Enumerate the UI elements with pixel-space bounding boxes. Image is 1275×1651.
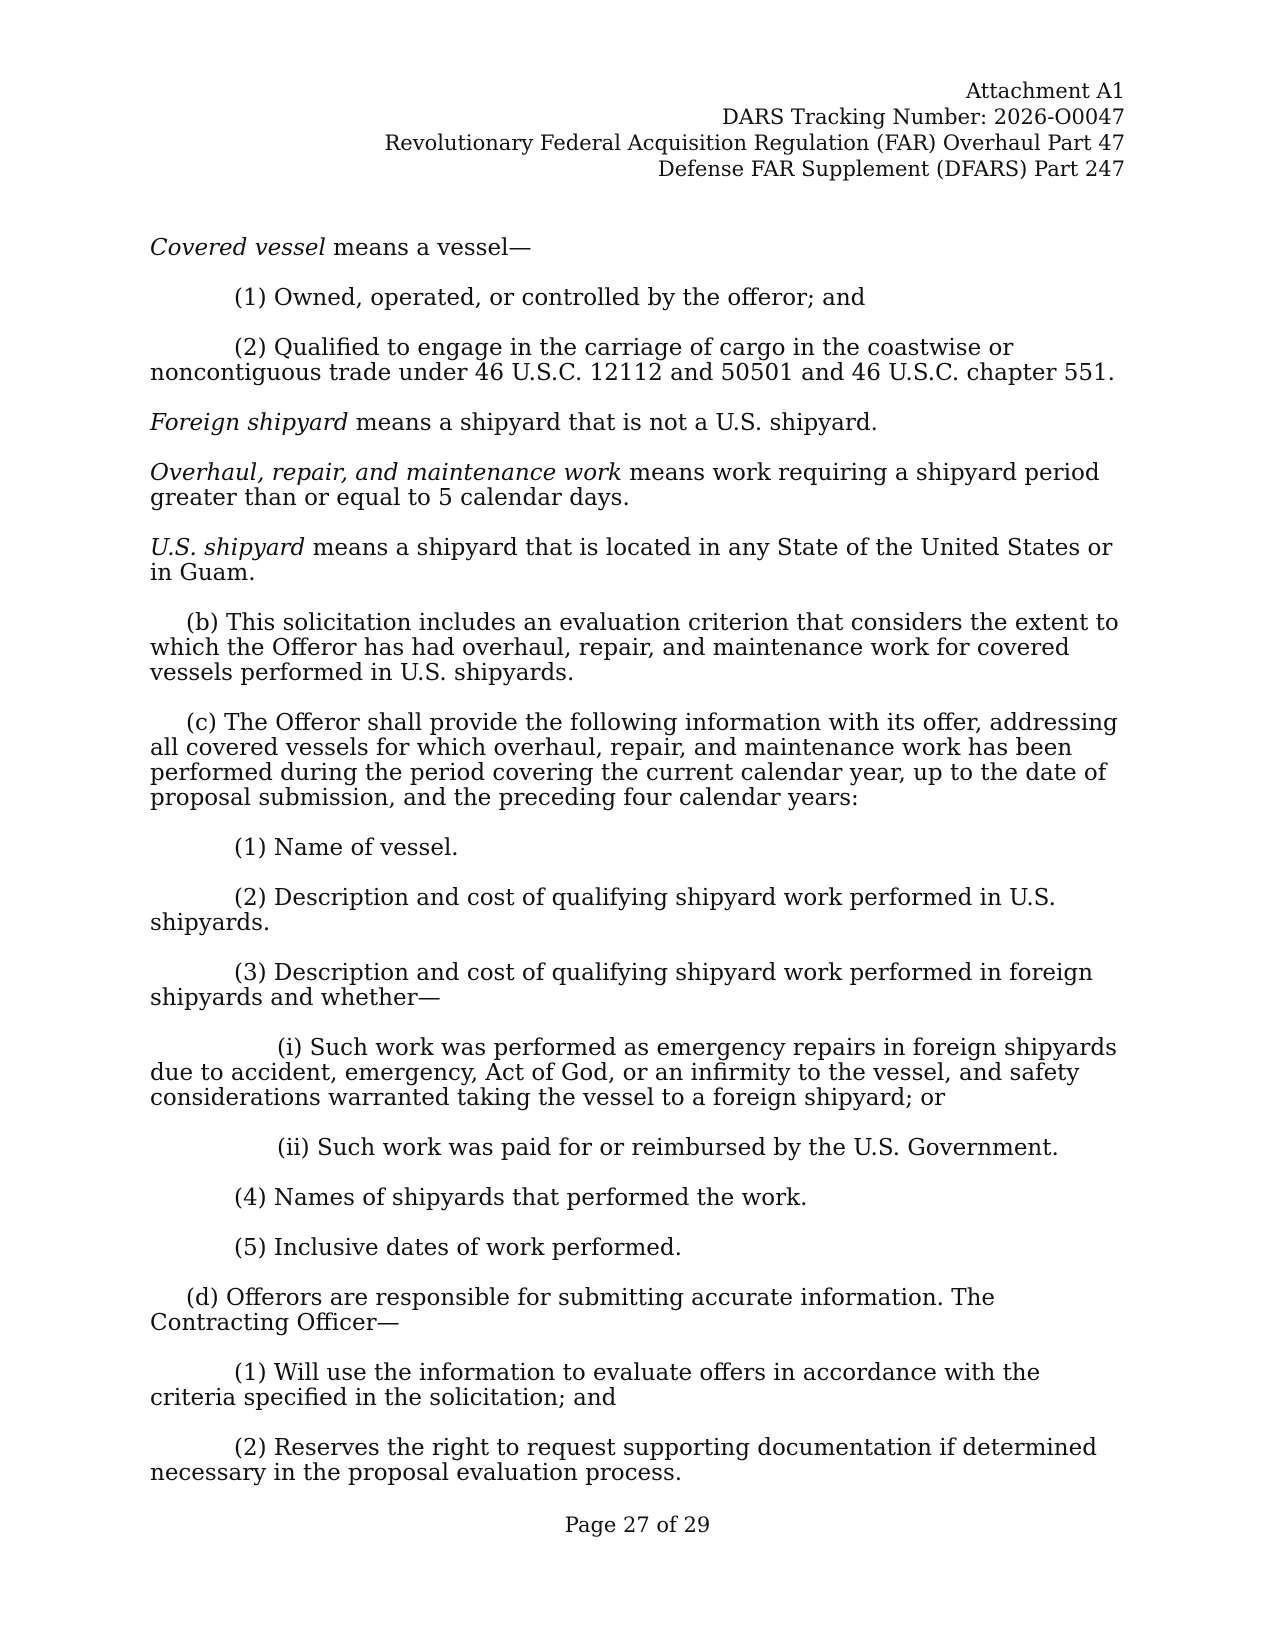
paragraph-c-item-4: (4) Names of shipyards that performed the work. (234, 1185, 808, 1211)
header-dfars-part: Defense FAR Supplement (DFARS) Part 247 (657, 157, 1125, 181)
paragraph-c-item-3-ii: (ii) Such work was paid for or reimbursed by the U.S. Government. (277, 1135, 1059, 1161)
paragraph-b: (b) This solicitation includes an evaluation criterion that considers the extent to which the Offeror has had overhaul, repair, and maintenance work for covered vessels performed in U.S. shipyards. (150, 610, 1119, 686)
definition-text: means a shipyard that is not a U.S. shipyard. (348, 410, 878, 436)
page-header (385, 78, 1126, 182)
page-number: Page 27 of 29 (564, 1513, 711, 1537)
definition-text: means a vessel— (325, 235, 532, 261)
paragraph-d-item-2: (2) Reserves the right to request supporting documentation if determined necessary in the proposal evaluation process. (150, 1435, 1097, 1486)
paragraph-c-item-5: (5) Inclusive dates of work performed. (234, 1235, 682, 1261)
defined-term: U.S. shipyard (150, 535, 306, 561)
header-tracking-number: DARS Tracking Number: 2026-O0047 (722, 105, 1125, 129)
covered-vessel-item-2: (2) Qualified to engage in the carriage of cargo in the coastwise or noncontiguous trade under 46 U.S.C. 12112 and 50501 and 46 U.S.C. chapter 551. (150, 335, 1115, 386)
defined-term: Overhaul, repair, and maintenance work (150, 460, 622, 486)
document-body (150, 236, 1125, 1511)
definition-overhaul-work (150, 461, 1125, 511)
definition-text: means a shipyard that is located in any State of the United States or in Guam. (150, 535, 1113, 586)
covered-vessel-item-1: (1) Owned, operated, or controlled by the offeror; and (234, 285, 866, 311)
defined-term: Covered vessel (150, 235, 326, 261)
paragraph-c-item-3: (3) Description and cost of qualifying shipyard work performed in foreign shipyards and whether— (150, 960, 1093, 1011)
paragraph-d: (d) Offerors are responsible for submitting accurate information. The Contracting Officer— (150, 1285, 996, 1336)
header-attachment: Attachment A1 (966, 79, 1125, 103)
paragraph-c-item-3-i: (i) Such work was performed as emergency repairs in foreign shipyards due to accident, emergency, Act of God, or an infirmity to the vessel, and safety considerations warranted taking the vessel to a foreign shipyard; or (150, 1035, 1117, 1111)
defined-term: Foreign shipyard (150, 410, 349, 436)
paragraph-c-item-2: (2) Description and cost of qualifying shipyard work performed in U.S. shipyards. (150, 885, 1056, 936)
definition-text: means work requiring a shipyard period greater than or equal to 5 calendar days. (150, 460, 1100, 511)
paragraph-c: (c) The Offeror shall provide the following information with its offer, addressing all covered vessels for which overhaul, repair, and maintenance work has been performed during the period covering the current calendar year, up to the date of proposal submission, and the preceding four calendar years: (150, 710, 1118, 811)
paragraph-c-item-1: (1) Name of vessel. (234, 835, 459, 861)
paragraph-d-item-1: (1) Will use the information to evaluate offers in accordance with the criteria specified in the solicitation; and (150, 1360, 1041, 1411)
header-far-part: Revolutionary Federal Acquisition Regulation (FAR) Overhaul Part 47 (384, 131, 1125, 155)
definition-us-shipyard (150, 536, 1125, 586)
definition-foreign-shipyard (150, 411, 1125, 436)
definition-covered-vessel (150, 236, 1125, 261)
